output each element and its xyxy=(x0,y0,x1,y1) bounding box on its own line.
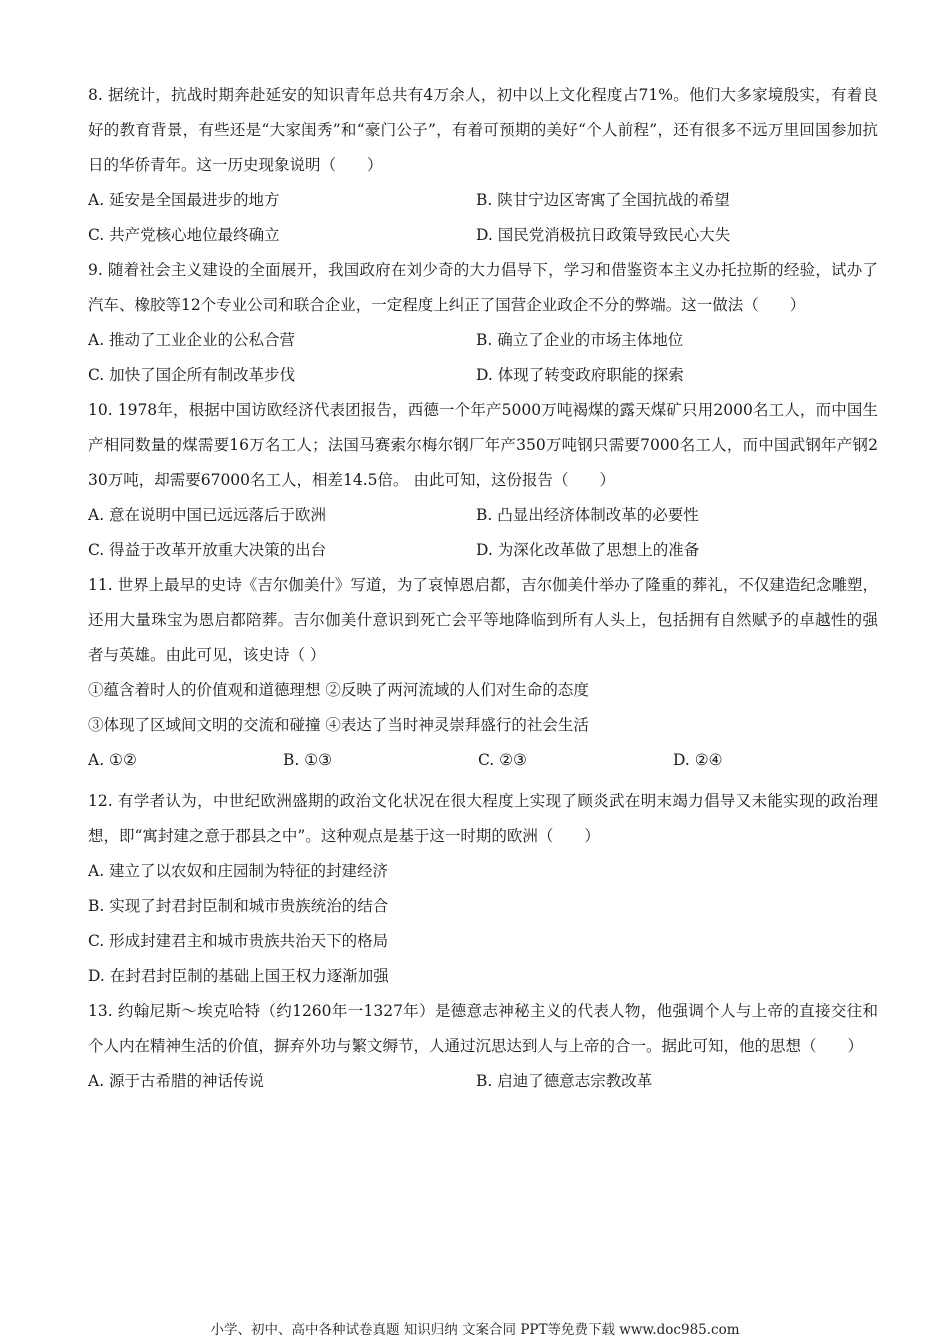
option-a: A. 意在说明中国已远远落后于欧洲 xyxy=(88,506,327,524)
statement-line: ①蕴含着时人的价值观和道德理想 ②反映了两河流域的人们对生命的态度 xyxy=(88,681,589,699)
question-13 xyxy=(88,994,878,1099)
question-stem: 9. 随着社会主义建设的全面展开，我国政府在刘少奇的大力倡导下，学习和借鉴资本主义办托拉斯的经验，试办了汽车、橡胶等12个专业公司和联合企业，一定程度上纠正了国营企业政企不分的弊端。这一做法（ ） xyxy=(88,261,878,314)
option-b: B. 凸显出经济体制改革的必要性 xyxy=(476,506,699,524)
option-d: D. 为深化改革做了思想上的准备 xyxy=(476,541,700,559)
option-c: C. ②③ xyxy=(478,751,527,769)
question-10 xyxy=(88,393,878,568)
question-stem: 8. 据统计，抗战时期奔赴延安的知识青年总共有4万余人，初中以上文化程度占71%。他们大多家境殷实，有着良好的教育背景，有些还是“大家闺秀”和“豪门公子”，有着可预期的美好“个人前程”，还有很多不远万里回国参加抗日的华侨青年。这一历史现象说明（ ） xyxy=(88,86,878,174)
option-a: A. 推动了工业企业的公私合营 xyxy=(88,331,296,349)
exam-page xyxy=(88,78,878,1099)
option-d: D. ②④ xyxy=(673,751,723,769)
option-b: B. 启迪了德意志宗教改革 xyxy=(476,1072,653,1090)
statement-line: ③体现了区域间文明的交流和碰撞 ④表达了当时神灵崇拜盛行的社会生活 xyxy=(88,716,589,734)
option-a: A. ①② xyxy=(88,751,137,769)
option-d: D. 体现了转变政府职能的探索 xyxy=(476,366,684,384)
option-b: B. 确立了企业的市场主体地位 xyxy=(476,331,684,349)
options xyxy=(88,854,878,994)
option-a: A. 延安是全国最进步的地方 xyxy=(88,191,280,209)
options xyxy=(88,1064,878,1099)
option-d: D. 在封君封臣制的基础上国王权力逐渐加强 xyxy=(88,967,389,985)
question-8 xyxy=(88,78,878,253)
question-stem: 11. 世界上最早的史诗《吉尔伽美什》写道，为了哀悼恩启都，吉尔伽美什举办了隆重的葬礼，不仅建造纪念雕塑，还用大量珠宝为恩启都陪葬。吉尔伽美什意识到死亡会平等地降临到所有人头上，包括拥有自然赋予的卓越性的强者与英雄。由此可见，该史诗（ ） xyxy=(88,576,878,664)
option-c: C. 形成封建君主和城市贵族共治天下的格局 xyxy=(88,932,389,950)
options xyxy=(88,183,878,253)
question-stem: 12. 有学者认为，中世纪欧洲盛期的政治文化状况在很大程度上实现了顾炎武在明末竭力倡导又未能实现的政治理想，即“寓封建之意于郡县之中”。这种观点是基于这一时期的欧洲（ ） xyxy=(88,792,878,845)
option-b: B. 实现了封君封臣制和城市贵族统治的结合 xyxy=(88,897,389,915)
option-b: B. 陕甘宁边区寄寓了全国抗战的希望 xyxy=(476,191,730,209)
option-c: C. 加快了国企所有制改革步伐 xyxy=(88,366,296,384)
question-12 xyxy=(88,784,878,994)
options xyxy=(88,323,878,393)
option-b: B. ①③ xyxy=(283,751,333,769)
option-c: C. 得益于改革开放重大决策的出台 xyxy=(88,541,327,559)
question-stem: 10. 1978年，根据中国访欧经济代表团报告，西德一个年产5000万吨褐煤的露天煤矿只用2000名工人，而中国生产相同数量的煤需要16万名工人；法国马赛索尔梅尔钢厂年产350万吨钢只需要7000名工人，而中国武钢年产钢230万吨，却需要67000名工人，相差14.5倍。 由此可知，这份报告（ ） xyxy=(88,401,878,489)
options xyxy=(88,498,878,568)
option-d: D. 国民党消极抗日政策导致民心大失 xyxy=(476,226,731,244)
question-stem: 13. 约翰尼斯～埃克哈特（约1260年一1327年）是德意志神秘主义的代表人物，他强调个人与上帝的直接交往和个人内在精神生活的价值，摒弃外功与繁文缛节，人通过沉思达到人与上帝的合一。据此可知，他的思想（ ） xyxy=(88,1002,878,1055)
question-11 xyxy=(88,568,878,778)
options xyxy=(88,743,878,778)
option-a: A. 建立了以农奴和庄园制为特征的封建经济 xyxy=(88,862,389,880)
question-9 xyxy=(88,253,878,393)
option-c: C. 共产党核心地位最终确立 xyxy=(88,226,280,244)
option-a: A. 源于古希腊的神话传说 xyxy=(88,1072,265,1090)
page-footer: 小学、初中、高中各种试卷真题 知识归纳 文案合同 PPT等免费下载 www.doc985.com xyxy=(210,1322,740,1338)
